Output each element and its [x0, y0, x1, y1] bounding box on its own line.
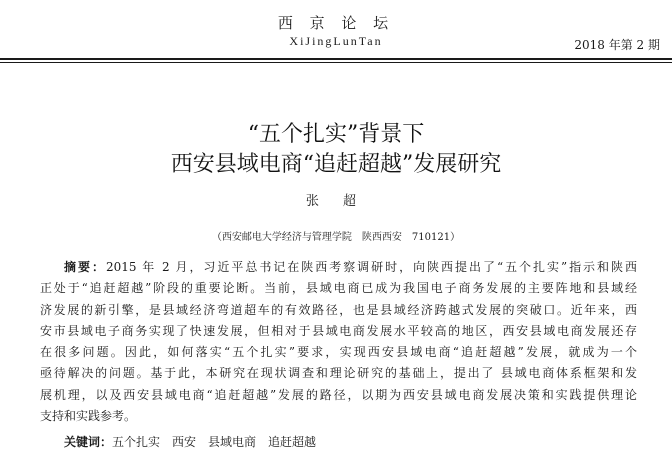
header-rule-thick — [0, 58, 672, 60]
abstract-text: 2015 年 2 月，习近平总书记在陕西考察调研时，向陕西提出了“五个扎实”指示和陕西 — [105, 260, 637, 274]
abstract-line: 亟待解决的问题。基于此，本研究在现状调查和理论研究的基础上，提出了 县域电商体系框架和发 — [40, 366, 637, 381]
journal-header — [0, 0, 672, 70]
keywords — [64, 433, 316, 450]
keywords-text: 五个扎实 西安 县域电商 追赶超越 — [112, 435, 317, 449]
abstract-line: 济发展的新引擎，是县域经济弯道超车的有效路径，也是县域经济跨越式发展的突破口。近年来，西 — [40, 302, 637, 317]
journal-issue: 2018 年第 2 期 — [574, 38, 660, 52]
author-name: 张 超 — [305, 194, 367, 209]
abstract-line: 正处于“追赶超越”阶段的重要论断。当前，县域电商已成为我国电子商务发展的主要阵地和县域经 — [40, 281, 637, 296]
journal-pinyin: XiJingLunTan — [289, 34, 383, 48]
article-title-line-2: 西安县域电商“追赶超越”发展研究 — [170, 152, 502, 177]
header-rule-thin — [0, 62, 672, 63]
keywords-label: 关键词： — [64, 435, 113, 449]
abstract-line: 支持和实践参考。 — [40, 409, 137, 424]
author-affiliation: （西安邮电大学经济与管理学院 陕西西安 710121） — [211, 232, 461, 243]
abstract-line: 在很多问题。因此，如何落实“五个扎实”要求，实现西安县域电商“追赶超越”发展，就成为一个 — [40, 345, 637, 360]
article-title-line-1: “五个扎实”背景下 — [247, 122, 425, 147]
abstract-label: 摘要： — [64, 260, 106, 274]
abstract — [40, 257, 637, 427]
journal-name: 西 京 论 坛 — [277, 14, 395, 32]
abstract-line — [40, 257, 637, 278]
abstract-line: 展机理，以及西安县域电商“追赶超越”发展的路径，以期为西安县域电商发展决策和实践提供理论 — [40, 387, 637, 402]
abstract-line: 安市县域电子商务实现了快速发展，但相对于县域电商发展水平较高的地区，西安县域电商发展还存 — [40, 323, 637, 338]
